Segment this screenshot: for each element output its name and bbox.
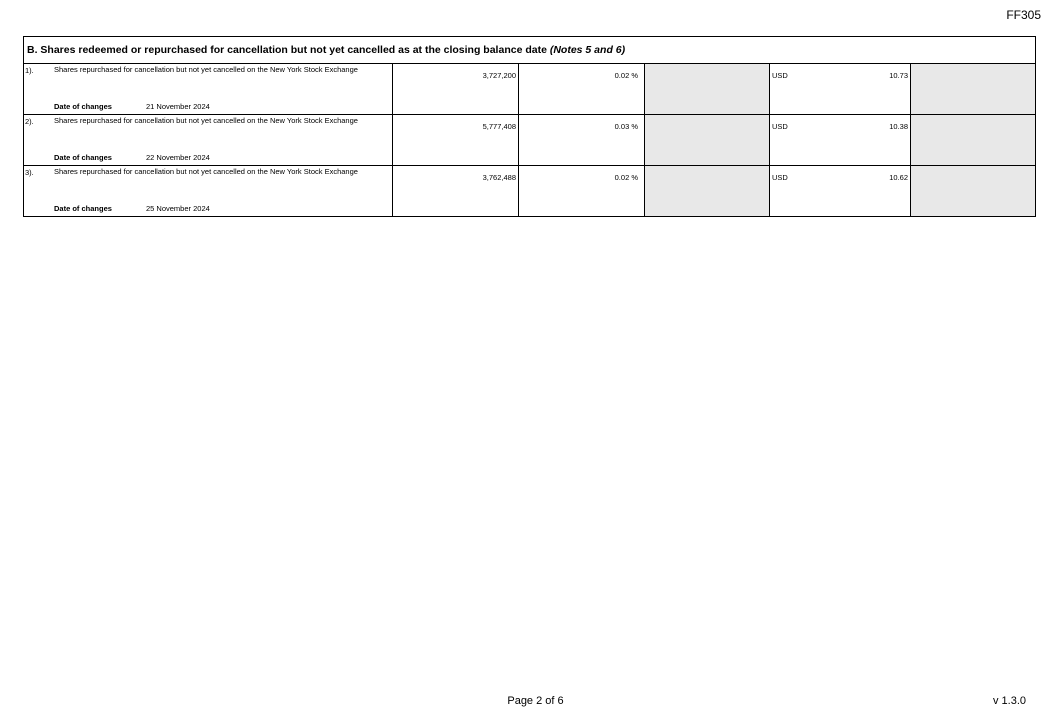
description-cell — [24, 64, 393, 114]
price-cell — [770, 64, 911, 114]
percentage-cell — [519, 64, 645, 114]
form-code: FF305 — [1006, 8, 1041, 22]
shares-cell — [393, 166, 519, 216]
percentage-cell — [519, 115, 645, 165]
price-value: 10.73 — [889, 71, 908, 80]
date-of-changes — [54, 153, 210, 162]
date-label: Date of changes — [54, 153, 112, 162]
date-of-changes — [54, 204, 210, 213]
percentage-cell — [519, 166, 645, 216]
section-title — [24, 37, 1035, 64]
table-row — [24, 166, 1035, 216]
row-number: 3). — [25, 168, 34, 177]
description-cell — [24, 166, 393, 216]
percentage-value: 0.02 % — [614, 71, 638, 80]
date-value: 21 November 2024 — [146, 102, 210, 111]
percentage-value: 0.03 % — [614, 122, 638, 131]
date-value: 25 November 2024 — [146, 204, 210, 213]
shaded-cell — [911, 115, 1035, 165]
date-label: Date of changes — [54, 102, 112, 111]
date-value: 22 November 2024 — [146, 153, 210, 162]
currency: USD — [772, 173, 788, 182]
shaded-cell — [645, 115, 770, 165]
date-of-changes — [54, 102, 210, 111]
percentage-value: 0.02 % — [614, 173, 638, 182]
table-row — [24, 115, 1035, 166]
shaded-cell — [645, 64, 770, 114]
shaded-cell — [911, 64, 1035, 114]
shaded-cell — [645, 166, 770, 216]
price-cell — [770, 166, 911, 216]
currency: USD — [772, 122, 788, 131]
shares-cell — [393, 64, 519, 114]
row-description: Shares repurchased for cancellation but not yet cancelled on the New York Stock Exchange — [54, 65, 358, 74]
date-label: Date of changes — [54, 204, 112, 213]
row-number: 2). — [25, 117, 34, 126]
shares-value: 5,777,408 — [482, 122, 516, 131]
price-value: 10.38 — [889, 122, 908, 131]
row-description: Shares repurchased for cancellation but not yet cancelled on the New York Stock Exchange — [54, 116, 358, 125]
version-label: v 1.3.0 — [992, 695, 1026, 707]
price-cell — [770, 115, 911, 165]
section-title-text: B. Shares redeemed or repurchased for cancellation but not yet cancelled as at the closing balance date — [27, 44, 547, 56]
currency: USD — [772, 71, 788, 80]
price-value: 10.62 — [889, 173, 908, 182]
description-cell — [24, 115, 393, 165]
section-notes: (Notes 5 and 6) — [549, 44, 626, 56]
shaded-cell — [911, 166, 1035, 216]
page-number: Page 2 of 6 — [507, 695, 564, 707]
shares-value: 3,762,488 — [482, 173, 516, 182]
table-row — [24, 64, 1035, 115]
shares-cell — [393, 115, 519, 165]
shares-value: 3,727,200 — [482, 71, 516, 80]
row-number: 1). — [25, 66, 34, 75]
shares-redeemed-section — [23, 36, 1036, 217]
row-description: Shares repurchased for cancellation but not yet cancelled on the New York Stock Exchange — [54, 167, 358, 176]
